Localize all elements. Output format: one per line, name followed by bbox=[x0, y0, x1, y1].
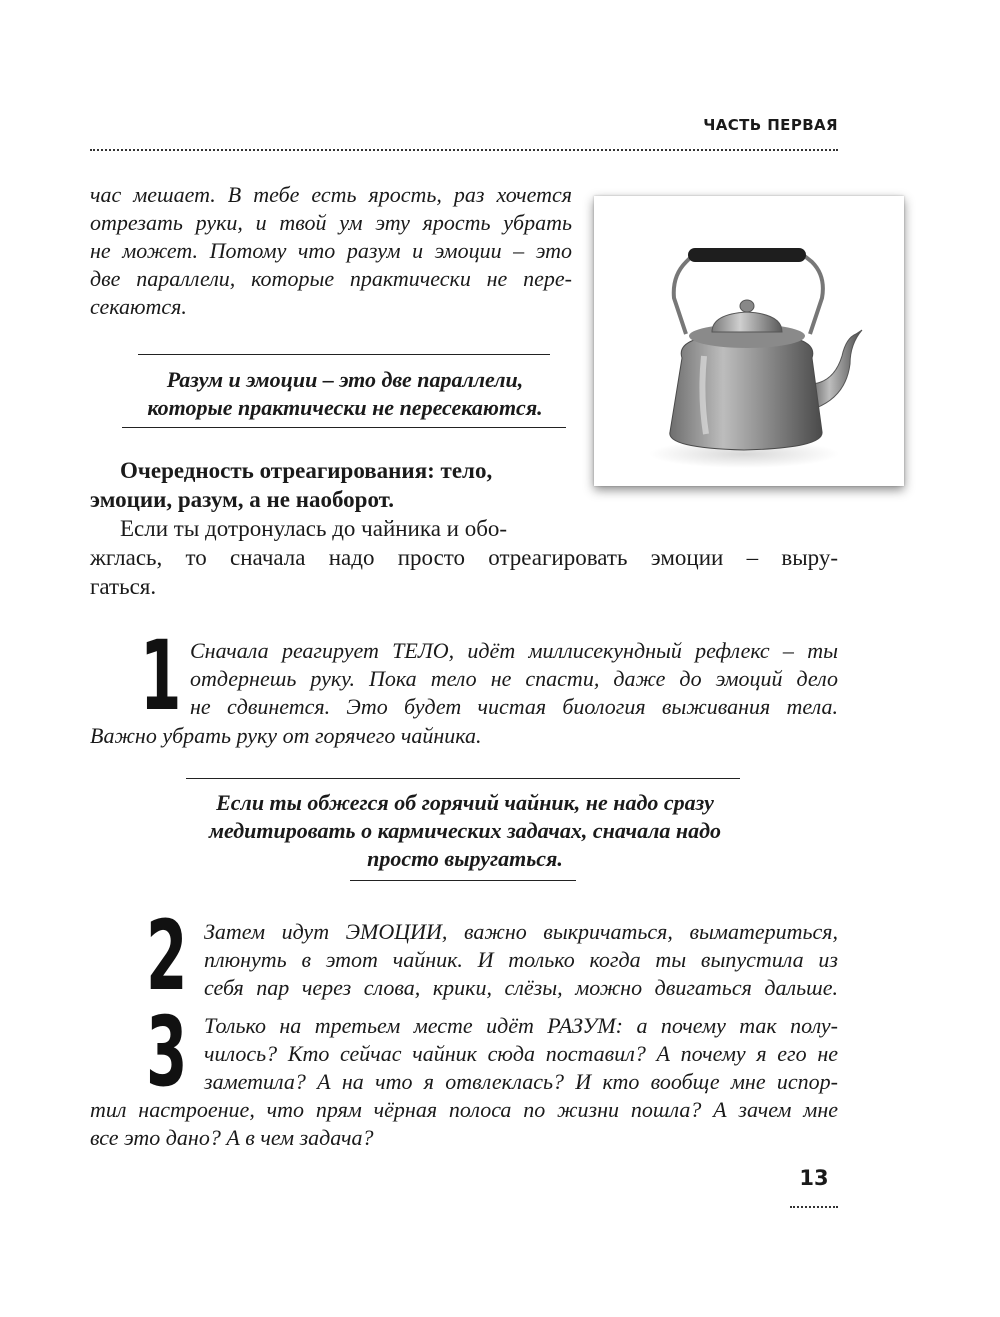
item-1-line: не сдвинется. Это будет чистая биология выживания тела. bbox=[190, 694, 838, 719]
item-2-line: Затем идут ЭМОЦИИ, важно выкричаться, выматериться, bbox=[204, 919, 838, 944]
pullquote-2-line: просто выругаться. bbox=[367, 846, 563, 871]
pullquote-line: которые практически не пересекаются. bbox=[147, 395, 543, 420]
header-divider bbox=[90, 149, 838, 151]
section-heading-line-2: эмоции, разум, а не наоборот. bbox=[90, 487, 394, 512]
pullquote-bottom-rule bbox=[122, 427, 566, 428]
pullquote-top-rule bbox=[138, 354, 550, 355]
intro-line: две параллели, которые практически не пере- bbox=[90, 266, 572, 291]
body-line: Если ты дотронулась до чайника и обо- bbox=[120, 516, 508, 541]
item-2-line: себя пар через слова, крики, слёзы, можно двигаться дальше. bbox=[204, 975, 838, 1000]
intro-line: час мешает. В тебе есть ярость, раз хочется bbox=[90, 182, 572, 207]
kettle-illustration bbox=[594, 196, 904, 486]
intro-paragraph bbox=[90, 181, 572, 321]
kettle-lid-knob bbox=[740, 300, 754, 312]
kettle-image bbox=[594, 196, 904, 486]
item-3-line: Только на третьем месте идёт РАЗУМ: а почему так полу- bbox=[204, 1013, 838, 1038]
item-1-line: Сначала реагирует ТЕЛО, идёт миллисекундный рефлекс – ты bbox=[190, 638, 838, 663]
pullquote-1 bbox=[110, 366, 580, 422]
pullquote-2-line: медитировать о кармических задачах, сначала надо bbox=[208, 818, 722, 843]
item-3-line: все это дано? А в чем задача? bbox=[90, 1125, 374, 1150]
item-1-line: Важно убрать руку от горячего чайника. bbox=[90, 723, 482, 748]
kettle-handle-right-wire bbox=[802, 254, 823, 334]
item-3-line: чилось? Кто сейчас чайник сюда поставил? А почему я его не bbox=[204, 1041, 838, 1066]
item-number-3: 3 bbox=[146, 996, 188, 1108]
pullquote-2-line: Если ты обжегся об горячий чайник, не надо сразу bbox=[216, 790, 714, 815]
item-number-1: 1 bbox=[140, 620, 182, 732]
pullquote-2-top-rule bbox=[186, 778, 740, 779]
item-1-line: отдернешь руку. Пока тело не спасти, даже до эмоций дело bbox=[190, 666, 838, 691]
pullquote-2 bbox=[150, 789, 780, 873]
item-number-2: 2 bbox=[146, 900, 188, 1012]
footer-divider bbox=[790, 1206, 838, 1208]
section-title: ЧАСТЬ ПЕРВАЯ bbox=[703, 116, 838, 134]
section-heading-line-1: Очередность отреагирования: тело, bbox=[120, 458, 493, 483]
item-3-line: заметила? А на что я отвлеклась? И кто вообще мне испор- bbox=[204, 1069, 838, 1094]
page-number: 13 bbox=[799, 1166, 829, 1190]
intro-line: не может. Потому что разум и эмоции – это bbox=[90, 238, 572, 263]
pullquote-line: Разум и эмоции – это две параллели, bbox=[166, 367, 524, 392]
intro-line: секаются. bbox=[90, 294, 187, 319]
kettle-handle-left-wire bbox=[674, 254, 694, 334]
kettle-lid bbox=[712, 312, 782, 332]
pullquote-2-bottom-rule bbox=[350, 880, 576, 881]
item-2-line: плюнуть в этот чайник. И только когда ты выпустила из bbox=[204, 947, 838, 972]
body-line: гаться. bbox=[90, 574, 157, 599]
kettle-body bbox=[670, 333, 822, 450]
kettle-handle-grip bbox=[688, 248, 806, 262]
intro-line: отрезать руки, и твой ум эту ярость убрать bbox=[90, 210, 572, 235]
item-3-line: тил настроение, что прям чёрная полоса по жизни пошла? А зачем мне bbox=[90, 1097, 838, 1122]
kettle-spout bbox=[812, 330, 862, 408]
kettle-highlight bbox=[702, 356, 706, 434]
body-line: жглась, то сначала надо просто отреагировать эмоции – выру- bbox=[90, 545, 838, 570]
